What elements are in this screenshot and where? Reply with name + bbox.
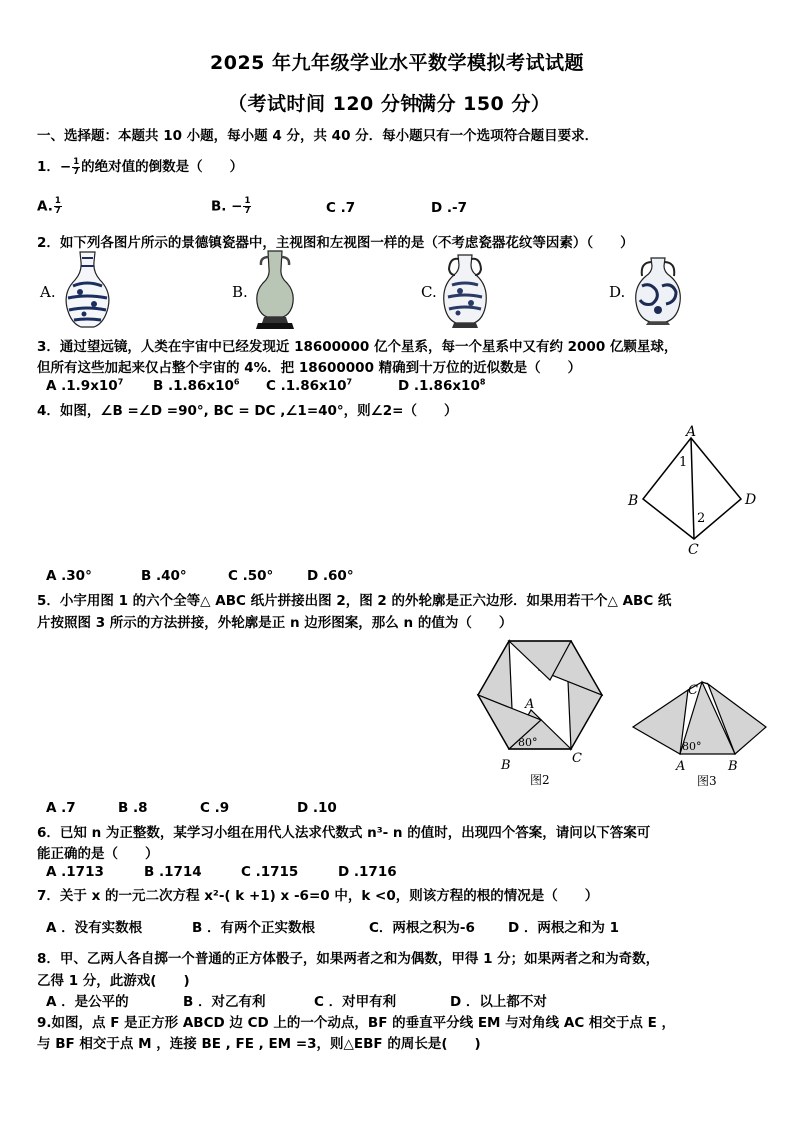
q7-option-c: C．两根之积为-6 [369, 920, 475, 936]
q6-line1: 6．已知 n 为正整数，某学习小组在用代人法求代数式 n³- n 的值时，出现四个答案，请问以下答案可 [37, 825, 651, 841]
fig3-caption: 图3 [697, 774, 717, 788]
q8-line2: 乙得 1 分，此游戏( ) [37, 973, 190, 989]
fig3-angle: 80° [682, 740, 702, 753]
exam-score: 满分 150 分） [417, 93, 551, 115]
q1-option-d: D .-7 [431, 200, 468, 216]
q1-option-c: C .7 [326, 200, 356, 216]
q3-opt-d-exp: 8 [479, 377, 486, 387]
q3-option-d [398, 378, 485, 394]
q4-option-a: A .30° [46, 568, 92, 584]
q8-option-c: C ．对甲有利 [314, 994, 397, 1010]
q2-label-c: C. [421, 283, 437, 301]
q6-option-c: C .1715 [241, 864, 299, 880]
q1-stem [37, 155, 243, 177]
q4-kite-figure [625, 422, 765, 557]
q7-option-b: B ．有两个正实数根 [192, 920, 315, 936]
q6-line2: 能正确的是（ ） [37, 846, 159, 862]
q1-opt-a-prefix: A. [37, 198, 53, 215]
q6-option-d: D .1716 [338, 864, 397, 880]
q6-option-a: A .1713 [46, 864, 104, 880]
q4-option-d: D .60° [307, 568, 354, 584]
q3-opt-a-exp: 7 [117, 377, 124, 387]
q1-stem-suffix: 的绝对值的倒数是（ ） [81, 159, 244, 175]
page-title: 2025 年九年级学业水平数学模拟考试试题 [210, 52, 584, 74]
q1-fraction [72, 158, 80, 177]
q5-figure-3 [630, 672, 770, 790]
q3-opt-a-base: A .1.9x10 [46, 378, 118, 394]
q3-opt-c-base: C .1.86x10 [266, 378, 347, 394]
vase-a-image [60, 250, 115, 330]
fig2-label-b: B [501, 758, 511, 773]
q5-option-c: C .9 [200, 800, 230, 816]
q4-label-a: A [686, 424, 697, 440]
fig3-label-c: C [688, 683, 698, 698]
q1-frac-den: 7 [73, 166, 80, 177]
q8-option-d: D ．以上都不对 [450, 994, 547, 1010]
fig2-label-a: A [525, 697, 535, 712]
q1-opt-a-num: 1 [54, 196, 61, 206]
q3-option-b [153, 378, 240, 394]
q5-line1: 5．小宇用图 1 的六个全等△ ABC 纸片拼接出图 2，图 2 的外轮廓是正六边形．如果用若干个△ ABC 纸 [37, 593, 672, 609]
fig3-label-b: B [728, 759, 738, 774]
q1-frac-num: 1 [73, 156, 80, 167]
q1-option-b [211, 197, 252, 216]
q5-option-a: A .7 [46, 800, 76, 816]
q4-label-b: B [628, 493, 639, 509]
q7-option-a: A ．没有实数根 [46, 920, 143, 936]
q4-stem: 4．如图，∠B =∠D =90°, BC = DC ,∠1=40°，则∠2=（ ） [37, 403, 458, 419]
q5-line2: 片按照图 3 所示的方法拼接，外轮廓是正 n 边形图案，那么 n 的值为（ ） [37, 615, 513, 631]
q3-opt-b-exp: 6 [233, 377, 240, 387]
q2-label-b: B. [232, 283, 248, 301]
q9-line1: 9.如图，点 F 是正方形 ABCD 边 CD 上的一个动点，BF 的垂直平分线 EM 与对角线 AC 相交于点 E ， [37, 1015, 676, 1031]
q4-option-b: B .40° [141, 568, 187, 584]
q3-line2: 但所有这些加起来仅占整个宇宙的 4%．把 18600000 精确到十万位的近似数是（ ） [37, 360, 582, 376]
fig2-label-c: C [572, 751, 582, 766]
fig2-caption: 图2 [530, 773, 550, 787]
q7-option-d: D ．两根之和为 1 [508, 920, 619, 936]
vase-d-image [630, 256, 686, 326]
q7-stem: 7．关于 x 的一元二次方程 x²-( k +1) x -6=0 中，k <0，则该方程的根的情况是（ ） [37, 888, 599, 904]
q4-label-d: D [745, 492, 757, 508]
q3-opt-c-exp: 7 [346, 377, 353, 387]
q5-option-d: D .10 [297, 800, 337, 816]
q1-opt-b-prefix: B. − [211, 198, 243, 215]
fig3-label-a: A [676, 759, 686, 774]
q5-option-b: B .8 [118, 800, 148, 816]
q5-figure-2 [468, 628, 618, 790]
q8-option-b: B ．对乙有利 [183, 994, 266, 1010]
q8-option-a: A ．是公平的 [46, 994, 129, 1010]
exam-time: （考试时间 120 分钟 [228, 93, 420, 115]
q1-option-a [37, 197, 63, 216]
q2-label-d: D. [609, 283, 626, 301]
vase-b-image [250, 249, 300, 331]
q2-label-a: A. [40, 283, 56, 301]
q3-option-a [46, 378, 123, 394]
q9-line2: 与 BF 相交于点 M ，连接 BE , FE , EM =3，则△EBF 的周长是( ) [37, 1036, 481, 1052]
q4-option-c: C .50° [228, 568, 274, 584]
q2-stem: 2．如下列各图片所示的景德镇瓷器中，主视图和左视图一样的是（不考虑瓷器花纹等因素）（ ） [37, 235, 634, 251]
q8-line1: 8．甲、乙两人各自掷一个普通的正方体骰子，如果两者之和为偶数，甲得 1 分；如果两者之和为奇数， [37, 951, 660, 967]
vase-c-image [438, 253, 492, 329]
q3-opt-b-base: B .1.86x10 [153, 378, 234, 394]
q1-opt-a-den: 7 [54, 206, 61, 216]
section-heading: 一、选择题：本题共 10 小题，每小题 4 分，共 40 分．每小题只有一个选项符合题目要求． [37, 128, 599, 144]
q4-label-c: C [688, 542, 699, 557]
q1-stem-prefix: 1．− [37, 159, 72, 175]
q4-angle-2: 2 [697, 511, 706, 526]
q3-line1: 3．通过望远镜，人类在宇宙中已经发现近 18600000 亿个星系，每一个星系中又有约 2000 亿颗星球， [37, 339, 678, 355]
q6-option-b: B .1714 [144, 864, 202, 880]
q1-opt-b-fraction [243, 197, 251, 216]
q1-opt-b-den: 7 [244, 206, 251, 216]
q4-angle-1: 1 [679, 455, 688, 470]
q3-option-c [266, 378, 352, 394]
q1-opt-a-fraction [54, 197, 62, 216]
q3-opt-d-base: D .1.86x10 [398, 378, 480, 394]
fig2-angle: 80° [518, 736, 538, 749]
q1-opt-b-num: 1 [244, 196, 251, 206]
